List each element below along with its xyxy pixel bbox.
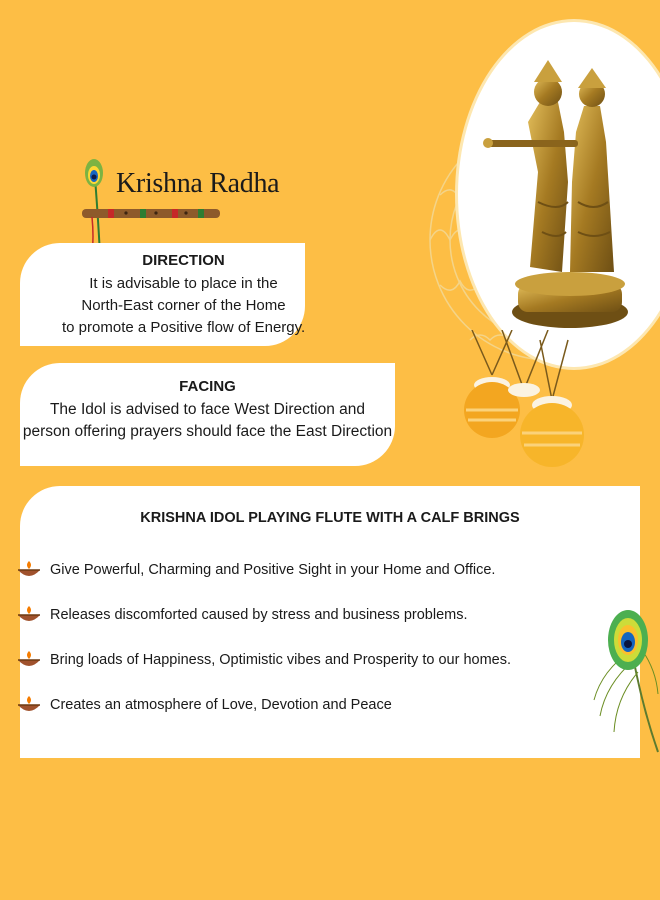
list-item (16, 693, 392, 717)
facing-title: FACING (179, 378, 236, 395)
list-item (16, 603, 467, 627)
diya-lamp-icon (16, 695, 42, 715)
benefit-text: Bring loads of Happiness, Optimistic vibes and Prosperity to our homes. (50, 652, 511, 668)
list-item (16, 558, 495, 582)
brand-title: Krishna Radha (116, 168, 280, 199)
butter-pot-icon (462, 330, 612, 475)
diya-lamp-icon (16, 605, 42, 625)
idol-image-frame (458, 22, 660, 367)
diya-lamp-icon (16, 560, 42, 580)
facing-line: The Idol is advised to face West Direction and (49, 401, 366, 418)
direction-line: It is advisable to place in the (89, 275, 278, 292)
direction-line: to promote a Positive flow of Energy. (62, 319, 306, 336)
diya-lamp-icon (16, 650, 42, 670)
direction-card (20, 243, 305, 346)
benefits-title: KRISHNA IDOL PLAYING FLUTE WITH A CALF BRINGS (140, 510, 520, 526)
flute-icon (82, 209, 220, 218)
direction-line: North-East corner of the Home (81, 297, 286, 314)
benefit-text: Creates an atmosphere of Love, Devotion and Peace (50, 697, 392, 713)
direction-title: DIRECTION (142, 252, 225, 269)
brass-idol-icon (458, 22, 660, 367)
benefit-text: Releases discomforted caused by stress and business problems. (50, 607, 468, 623)
facing-line: person offering prayers should face the East Direction (22, 423, 393, 440)
list-item (16, 648, 511, 672)
peacock-feather-icon (590, 580, 660, 755)
facing-card (20, 363, 395, 466)
benefit-text: Give Powerful, Charming and Positive Sight in your Home and Office. (50, 562, 496, 578)
